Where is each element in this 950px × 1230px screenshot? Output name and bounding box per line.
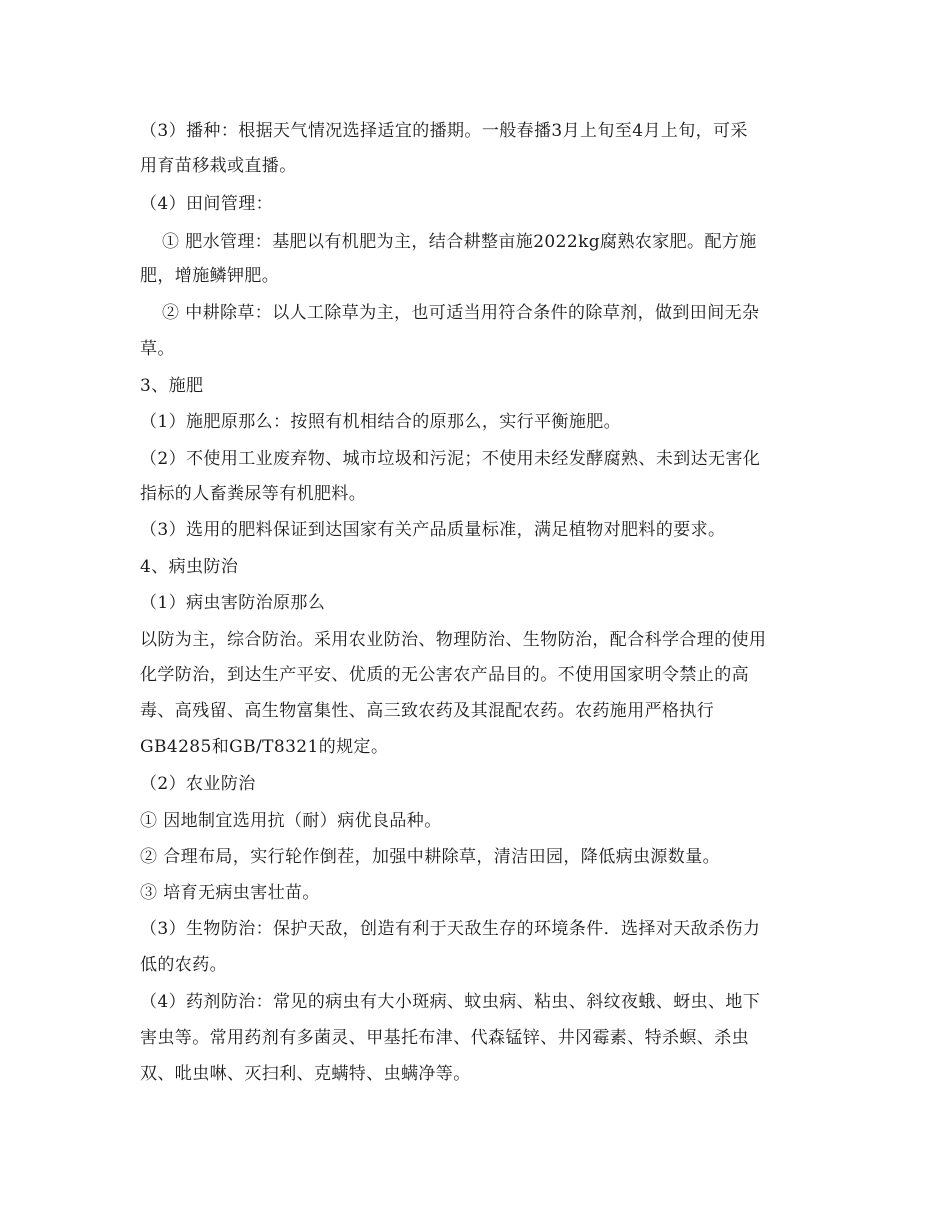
text-line: （1）施肥原那么：按照有机相结合的原那么，实行平衡施肥。 xyxy=(140,412,622,432)
text-line: （2）农业防治 xyxy=(140,774,256,794)
text-line: 化学防治，到达生产平安、优质的无公害农产品目的。不使用国家明令禁止的高 xyxy=(140,665,749,685)
text-line: 双、吡虫啉、灭扫利、克螨特、虫螨净等。 xyxy=(140,1064,471,1084)
text-line: ③ 培育无病虫害壮苗。 xyxy=(140,883,320,903)
text-line: （3）生物防治：保护天敌，创造有利于天敌生存的环境条件．选择对天敌杀伤力 xyxy=(140,919,761,939)
text-line: ① 肥水管理：基肥以有机肥为主，结合耕整亩施2022kg腐熟农家肥。配方施 xyxy=(162,232,757,252)
text-line: 指标的人畜粪尿等有机肥料。 xyxy=(140,484,367,504)
section-heading: 4、病虫防治 xyxy=(140,557,239,577)
text-line: ① 因地制宜选用抗（耐）病优良品种。 xyxy=(140,811,442,831)
text-line: （3）播种：根据天气情况选择适宜的播期。一般春播3月上旬至4月上旬，可采 xyxy=(140,121,748,141)
text-line: ② 合理布局，实行轮作倒茬，加强中耕除草，清洁田园，降低病虫源数量。 xyxy=(140,847,721,867)
text-line: 用育苗移栽或直播。 xyxy=(140,156,297,176)
text-line: （2）不使用工业废弃物、城市垃圾和污泥；不使用未经发酵腐熟、未到达无害化 xyxy=(140,449,761,469)
section-heading: 3、施肥 xyxy=(140,376,204,396)
text-line: 以防为主，综合防治。采用农业防治、物理防治、生物防治，配合科学合理的使用 xyxy=(140,630,767,650)
text-line: （1）病虫害防治原那么 xyxy=(140,593,326,613)
text-line: 肥，增施鳞钾肥。 xyxy=(140,266,280,286)
text-line: GB4285和GB/T8321的规定。 xyxy=(140,737,389,757)
text-line: （4）田间管理： xyxy=(140,194,274,214)
text-line: （3）选用的肥料保证到达国家有关产品质量标准，满足植物对肥料的要求。 xyxy=(140,520,726,540)
text-line: 毒、高残留、高生物富集性、高三致农药及其混配农药。农药施用严格执行 xyxy=(140,701,715,721)
text-line: 低的农药。 xyxy=(140,955,227,975)
text-line: ② 中耕除草：以人工除草为主，也可适当用符合条件的除草剂，做到田间无杂 xyxy=(162,303,760,323)
text-line: 害虫等。常用药剂有多菌灵、甲基托布津、代森锰锌、井冈霉素、特杀螟、杀虫 xyxy=(140,1028,749,1048)
text-line: （4）药剂防治：常见的病虫有大小斑病、蚊虫病、粘虫、斜纹夜蛾、蚜虫、地下 xyxy=(140,992,761,1012)
text-line: 草。 xyxy=(140,339,175,359)
